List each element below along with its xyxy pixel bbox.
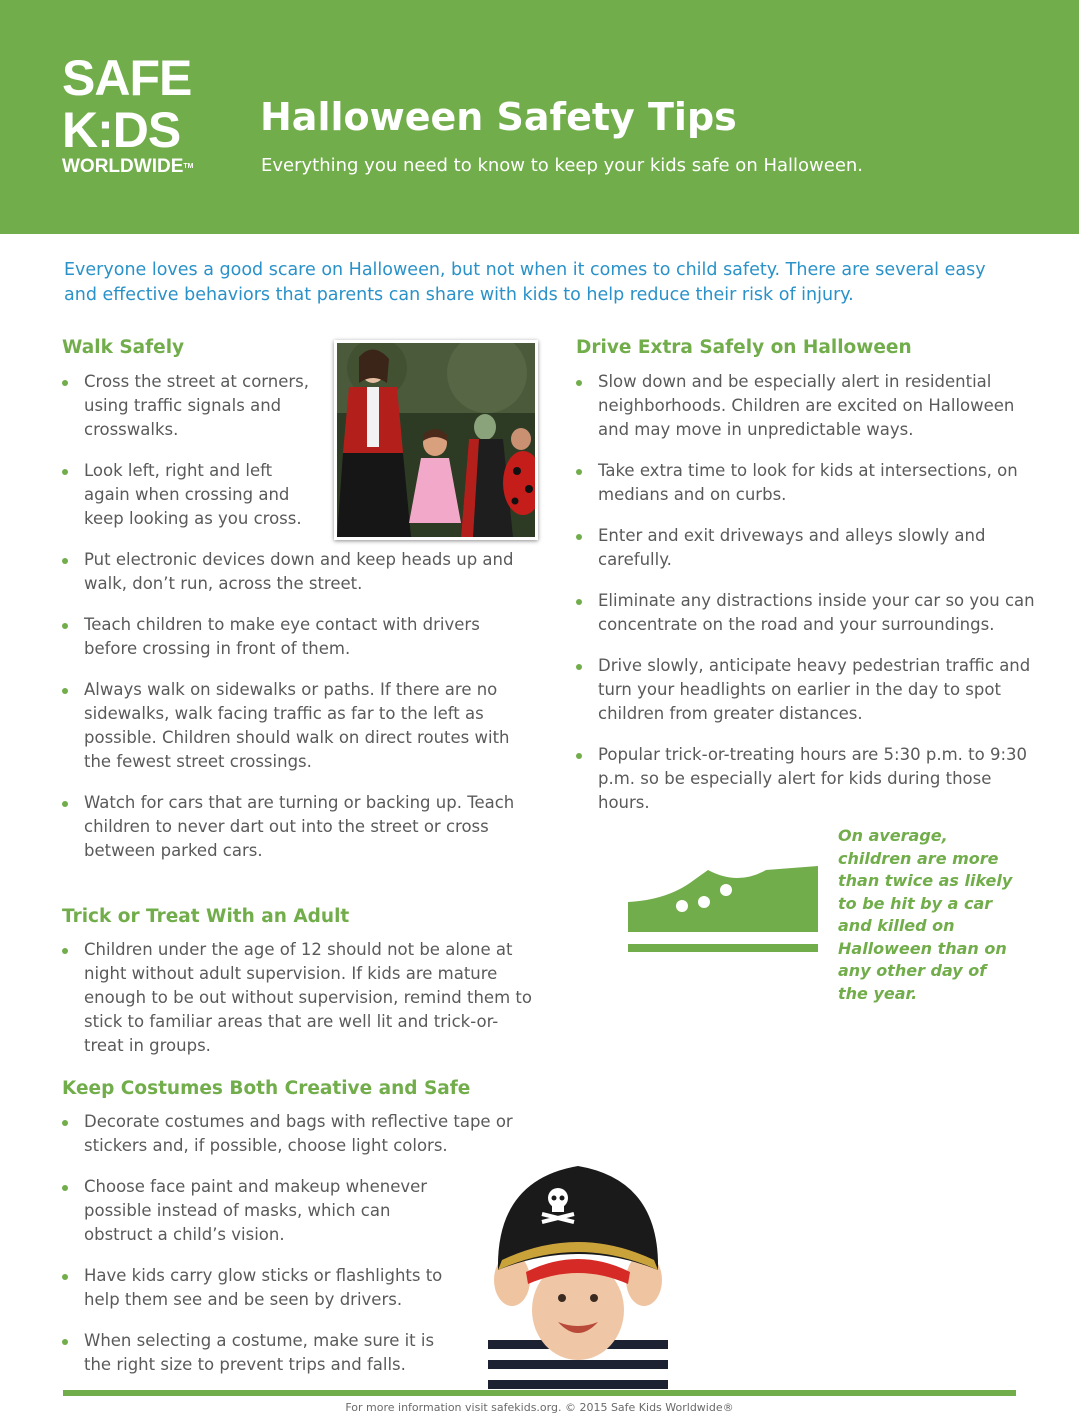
list-item: Look left, right and left again when crossing and keep looking as you cross. (62, 459, 314, 531)
list-item: Always walk on sidewalks or paths. If there are no sidewalks, walk facing traffic as far to the left as possible. Children should walk on direct routes with the fewest street crossings. (62, 678, 532, 774)
list-item: Have kids carry glow sticks or flashlights to help them see and be seen by drivers. (62, 1264, 457, 1312)
list-item: Children under the age of 12 should not be alone at night without adult supervision. If kids are mature enough to be out without supervision, remind them to stick to familiar areas that are well lit and trick-or-treat in groups. (62, 938, 532, 1058)
list-item: Take extra time to look for kids at intersections, on medians and on curbs. (576, 459, 1046, 507)
logo-line-worldwide (62, 156, 193, 178)
list-item: Watch for cars that are turning or backing up. Teach children to never dart out into the street or cross between parked cars. (62, 791, 532, 863)
logo-line-kids: K:DS (62, 102, 181, 158)
intro-paragraph: Everyone loves a good scare on Halloween, but not when it comes to child safety. There are several easy and effective behaviors that parents can share with kids to help reduce their risk of injury. (64, 260, 986, 305)
list-item: When selecting a costume, make sure it is the right size to prevent trips and falls. (62, 1329, 457, 1377)
trick-or-treat-list (62, 938, 532, 1075)
list-item: Drive slowly, anticipate heavy pedestrian traffic and turn your headlights on earlier in the day to spot children from greater distances. (576, 654, 1046, 726)
list-item: Popular trick-or-treating hours are 5:30 p.m. to 9:30 p.m. so be especially alert for kids during those hours. (576, 743, 1046, 815)
sneaker-icon (628, 860, 818, 960)
footer-text: For more information visit safekids.org. © 2015 Safe Kids Worldwide® (345, 1401, 734, 1414)
list-item: Enter and exit driveways and alleys slowly and carefully. (576, 524, 1046, 572)
costumes-list-bottom (62, 1175, 457, 1394)
walk-safely-list-bottom (62, 548, 532, 880)
trick-or-treat-heading: Trick or Treat With an Adult (62, 906, 350, 927)
header-banner (0, 0, 1079, 234)
list-item: Put electronic devices down and keep heads up and walk, don’t run, across the street. (62, 548, 532, 596)
logo-worldwide-text: WORLDWIDE (62, 156, 184, 177)
list-item: Eliminate any distractions inside your car so you can concentrate on the road and your surroundings. (576, 589, 1046, 637)
page-title: Halloween Safety Tips (260, 95, 737, 139)
list-item: Choose face paint and makeup whenever possible instead of masks, which can obstruct a child’s vision. (62, 1175, 457, 1247)
family-costume-photo (334, 340, 538, 540)
logo-line-safe: SAFE (62, 50, 192, 106)
walk-safely-list-top (62, 370, 314, 548)
drive-safely-heading: Drive Extra Safely on Halloween (576, 337, 912, 358)
list-item: Cross the street at corners, using traffic signals and crosswalks. (62, 370, 314, 442)
list-item: Teach children to make eye contact with drivers before crossing in front of them. (62, 613, 532, 661)
pirate-child-photo (478, 1160, 678, 1394)
page-subtitle: Everything you need to know to keep your kids safe on Halloween. (261, 155, 864, 176)
walk-safely-heading: Walk Safely (62, 337, 185, 358)
costumes-list-top (62, 1110, 532, 1175)
safe-kids-logo (62, 52, 193, 178)
logo-trademark: TM (183, 163, 194, 170)
footer-rule (63, 1390, 1016, 1396)
costumes-heading: Keep Costumes Both Creative and Safe (62, 1078, 471, 1099)
list-item: Slow down and be especially alert in residential neighborhoods. Children are excited on Halloween and may move in unpredictable ways. (576, 370, 1046, 442)
family-photo-illustration (337, 343, 535, 537)
drive-safely-list (576, 370, 1046, 832)
halloween-statistic-callout: On average, children are more than twice as likely to be hit by a car and killed on Halloween than on any other day of the year. (838, 826, 1013, 1003)
list-item: Decorate costumes and bags with reflective tape or stickers and, if possible, choose light colors. (62, 1110, 532, 1158)
